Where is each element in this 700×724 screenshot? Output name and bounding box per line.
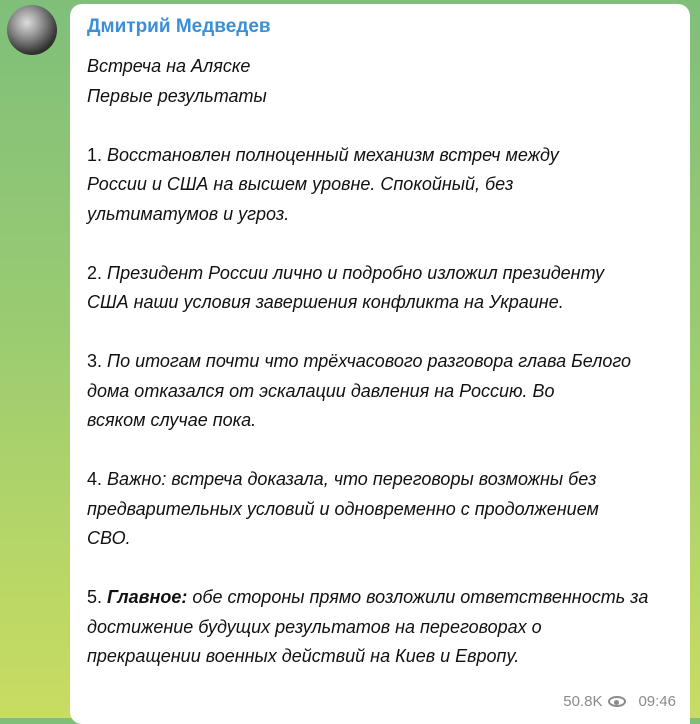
point-line: По итогам почти что трёхчасового разговора глава Белого [107, 351, 632, 371]
point-line: Президент России лично и подробно изложил президенту [107, 262, 605, 283]
message-time: 09:46 [638, 693, 676, 710]
point-line: США наши условия завершения конфликта на Украине. [87, 292, 564, 312]
point-line: дома отказался от эскалации давления на Россию. Во [87, 380, 555, 401]
title-line: Встреча на Аляске [87, 56, 251, 76]
point-line: Восстановлен полноценный механизм встреч между [107, 144, 559, 165]
point-number: 4. [87, 469, 103, 489]
point-5 [87, 583, 687, 672]
point-number: 2. [87, 262, 103, 283]
point-1 [87, 141, 687, 230]
point-line: обе стороны прямо возложили ответственность за [187, 587, 649, 607]
point-3 [87, 347, 687, 436]
message-meta [563, 693, 676, 710]
eye-icon [608, 696, 626, 707]
message-bubble [70, 4, 690, 724]
point-line: достижение будущих результатов на переговорах о [87, 616, 542, 637]
avatar[interactable] [7, 5, 57, 55]
message-text [87, 52, 687, 672]
title-line: Первые результаты [87, 85, 267, 106]
author-name[interactable]: Дмитрий Медведев [87, 16, 271, 37]
point-line: ультиматумов и угроз. [87, 203, 290, 224]
view-count: 50.8K [563, 693, 603, 710]
point-line: СВО. [87, 528, 131, 548]
point-line: предварительных условий и одновременно с продолжением [87, 498, 599, 519]
point-number: 3. [87, 351, 103, 371]
point-line: Важно: встреча доказала, что переговоры возможны без [107, 469, 597, 489]
point-number: 5. [87, 587, 103, 607]
point-line: всяком случае пока. [87, 410, 257, 430]
point-number: 1. [87, 144, 103, 165]
point-2 [87, 259, 687, 318]
point-emphasis: Главное: [107, 587, 188, 607]
point-4 [87, 465, 687, 554]
point-line: прекращении военных действий на Киев и Европу. [87, 646, 520, 666]
point-line: России и США на высшем уровне. Спокойный, без [87, 174, 514, 194]
